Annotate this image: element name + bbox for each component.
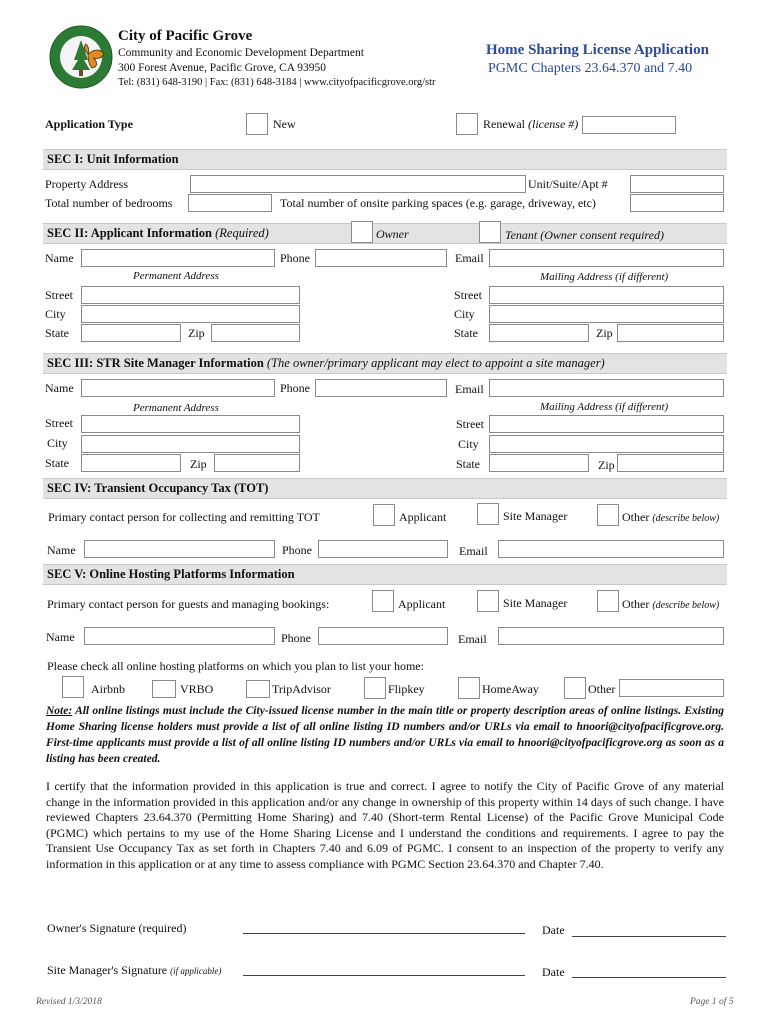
unit-field[interactable] [630, 175, 724, 193]
parking-label: Total number of onsite parking spaces (e.g. garage, driveway, etc) [280, 196, 596, 210]
owner-checkbox[interactable] [351, 221, 373, 243]
booking-email-label: Email [458, 632, 487, 646]
applicant-mailing-address-label: Mailing Address (if different) [540, 271, 669, 283]
tot-site-manager-checkbox[interactable] [477, 503, 499, 525]
renewal-checkbox[interactable] [456, 113, 478, 135]
manager-city-field[interactable] [81, 435, 300, 453]
applicant-mail-city-label: City [454, 307, 475, 321]
booking-other-checkbox[interactable] [597, 590, 619, 612]
manager-mail-city-label: City [458, 437, 479, 451]
applicant-permanent-address-label: Permanent Address [133, 270, 219, 282]
manager-mail-street-field[interactable] [489, 415, 724, 433]
revised-date: Revised 1/3/2018 [36, 997, 102, 1007]
platform-vrbo-label: VRBO [180, 682, 214, 696]
manager-mail-zip-label: Zip [598, 458, 615, 472]
sec2-title: SEC II: Applicant Information (Required) [47, 226, 269, 240]
new-checkbox[interactable] [246, 113, 268, 135]
manager-date-line[interactable] [572, 976, 726, 978]
applicant-email-label: Email [455, 251, 484, 265]
applicant-zip-field[interactable] [211, 324, 300, 342]
tot-applicant-checkbox[interactable] [373, 504, 395, 526]
page-number: Page 1 of 5 [690, 997, 734, 1007]
parking-field[interactable] [630, 194, 724, 212]
form-subtitle: PGMC Chapters 23.64.370 and 7.40 [488, 61, 693, 76]
tot-email-label: Email [459, 544, 488, 558]
booking-contact-prompt: Primary contact person for guests and managing bookings: [47, 597, 330, 611]
applicant-street-field[interactable] [81, 286, 300, 304]
org-address: 300 Forest Avenue, Pacific Grove, CA 93950 [118, 62, 327, 74]
manager-state-field[interactable] [81, 454, 181, 472]
applicant-mail-zip-field[interactable] [617, 324, 724, 342]
sec1-header [43, 149, 727, 170]
owner-label: Owner [376, 227, 409, 241]
platform-tripadvisor-label: TripAdvisor [272, 682, 331, 696]
applicant-mail-state-label: State [454, 326, 478, 340]
manager-email-label: Email [455, 382, 484, 396]
platform-homeaway-label: HomeAway [482, 682, 539, 696]
owner-signature-line[interactable] [243, 932, 525, 934]
tot-site-manager-label: Site Manager [503, 509, 568, 523]
new-label: New [273, 117, 296, 131]
platform-airbnb-label: Airbnb [91, 682, 125, 696]
platforms-prompt: Please check all online hosting platforms on which you plan to list your home: [47, 659, 424, 673]
manager-email-field[interactable] [489, 379, 724, 397]
applicant-city-field[interactable] [81, 305, 300, 323]
tot-other-label: Other (describe below) [622, 510, 720, 524]
license-number-field[interactable] [582, 116, 676, 134]
platform-flipkey-checkbox[interactable] [364, 677, 386, 699]
sec3-title: SEC III: STR Site Manager Information (The owner/primary applicant may elect to appoint a site manager) [47, 356, 605, 370]
tot-phone-field[interactable] [318, 540, 448, 558]
platform-tripadvisor-checkbox[interactable] [246, 680, 270, 698]
booking-phone-field[interactable] [318, 627, 448, 645]
manager-mail-street-label: Street [456, 417, 484, 431]
booking-applicant-checkbox[interactable] [372, 590, 394, 612]
department-name: Community and Economic Development Department [118, 47, 364, 59]
manager-mail-state-field[interactable] [489, 454, 589, 472]
owner-date-line[interactable] [572, 935, 726, 937]
applicant-phone-field[interactable] [315, 249, 447, 267]
certification-paragraph: I certify that the information provided in this application is true and correct. I agree to notify the City of Pacific Grove of any material change in the information provided in this application and/or any change in ownership of this property within 14 days of such change. I have reviewed Chapters 23.64.370 (Permitting Home Sharing) and 7.40 (Short-term Rental License) of the Pacific Grove Municipal Code (PGMC) which pertains to my use of the Home Sharing License and I understand the conditions and requirements. I agree to pay the Transient Use Occupancy Tax as set forth in Chapters 7.40 and 6.09 of PGMC. I consent to an inspection of the property to verify any information in this application or at any time to assess compliance with PGMC Section 23.64.370 and Chapter 7.40. [46, 779, 724, 871]
manager-street-label: Street [45, 416, 73, 430]
tot-other-checkbox[interactable] [597, 504, 619, 526]
applicant-state-field[interactable] [81, 324, 181, 342]
manager-date-label: Date [542, 965, 565, 979]
applicant-mail-zip-label: Zip [596, 326, 613, 340]
manager-signature-line[interactable] [243, 974, 525, 976]
tenant-label: Tenant (Owner consent required) [505, 228, 664, 242]
applicant-phone-label: Phone [280, 251, 310, 265]
platform-flipkey-label: Flipkey [388, 682, 425, 696]
tot-phone-label: Phone [282, 543, 312, 557]
manager-city-label: City [47, 436, 68, 450]
bedrooms-field[interactable] [188, 194, 272, 212]
applicant-name-label: Name [45, 251, 74, 265]
sec5-title: SEC V: Online Hosting Platforms Information [47, 567, 295, 581]
platform-other-field[interactable] [619, 679, 724, 697]
applicant-state-label: State [45, 326, 69, 340]
sec4-header [43, 478, 727, 499]
applicant-mail-state-field[interactable] [489, 324, 589, 342]
manager-mail-state-label: State [456, 457, 480, 471]
manager-zip-label: Zip [190, 457, 207, 471]
manager-phone-field[interactable] [315, 379, 447, 397]
sec4-title: SEC IV: Transient Occupancy Tax (TOT) [47, 481, 269, 495]
owner-date-label: Date [542, 923, 565, 937]
booking-email-field[interactable] [498, 627, 724, 645]
platform-other-checkbox[interactable] [564, 677, 586, 699]
tot-name-label: Name [47, 543, 76, 557]
applicant-mail-city-field[interactable] [489, 305, 724, 323]
applicant-zip-label: Zip [188, 326, 205, 340]
manager-name-field[interactable] [81, 379, 275, 397]
booking-site-manager-label: Site Manager [503, 596, 568, 610]
org-name: City of Pacific Grove [118, 28, 253, 44]
org-contact: Tel: (831) 648-3190 | Fax: (831) 648-3184 | www.cityofpacificgrove.org/str [118, 77, 436, 88]
platform-other-label: Other [588, 682, 616, 696]
sec3-header [43, 353, 727, 374]
applicant-email-field[interactable] [489, 249, 724, 267]
manager-permanent-address-label: Permanent Address [133, 402, 219, 414]
tot-applicant-label: Applicant [399, 510, 447, 524]
manager-signature-label: Site Manager's Signature (if applicable) [47, 963, 222, 977]
platform-airbnb-checkbox[interactable] [62, 676, 84, 698]
booking-name-label: Name [46, 630, 75, 644]
sec5-header [43, 564, 727, 585]
booking-site-manager-checkbox[interactable] [477, 590, 499, 612]
applicant-mail-street-label: Street [454, 288, 482, 302]
applicant-name-field[interactable] [81, 249, 275, 267]
note-paragraph: Note: All online listings must include the City-issued license number in the main title or property description areas of online listings. Existing Home Sharing license holders must provide a list of all online listing ID numbers and/or URLs via email to hnoori@cityofpacificgrove.org. First-time applicants must provide a list of all online listing ID numbers and/or URLs via email to hnoori@cityofpacificgrove.org as soon as a listing has been created. [46, 705, 725, 765]
owner-signature-label: Owner's Signature (required) [47, 921, 187, 935]
form-title: Home Sharing License Application [486, 42, 709, 58]
applicant-city-label: City [45, 307, 66, 321]
booking-name-field[interactable] [84, 627, 275, 645]
manager-zip-field[interactable] [214, 454, 300, 472]
manager-phone-label: Phone [280, 381, 310, 395]
city-seal-logo [48, 24, 114, 90]
platform-homeaway-checkbox[interactable] [458, 677, 480, 699]
application-type-label: Application Type [45, 117, 133, 131]
tot-name-field[interactable] [84, 540, 275, 558]
applicant-street-label: Street [45, 288, 73, 302]
manager-mail-zip-field[interactable] [617, 454, 724, 472]
unit-label: Unit/Suite/Apt # [528, 177, 608, 191]
manager-mailing-address-label: Mailing Address (if different) [540, 401, 669, 413]
tot-email-field[interactable] [498, 540, 724, 558]
property-address-label: Property Address [45, 177, 128, 191]
manager-mail-city-field[interactable] [489, 435, 724, 453]
manager-street-field[interactable] [81, 415, 300, 433]
applicant-mail-street-field[interactable] [489, 286, 724, 304]
booking-phone-label: Phone [281, 631, 311, 645]
property-address-field[interactable] [190, 175, 526, 193]
renewal-label: Renewal (license #) [483, 117, 579, 131]
booking-applicant-label: Applicant [398, 597, 446, 611]
manager-state-label: State [45, 456, 69, 470]
manager-name-label: Name [45, 381, 74, 395]
tenant-checkbox[interactable] [479, 221, 501, 243]
bedrooms-label: Total number of bedrooms [45, 196, 173, 210]
tot-contact-prompt: Primary contact person for collecting and remitting TOT [48, 510, 320, 524]
booking-other-label: Other (describe below) [622, 597, 720, 611]
sec1-title: SEC I: Unit Information [47, 152, 179, 166]
platform-vrbo-checkbox[interactable] [152, 680, 176, 698]
